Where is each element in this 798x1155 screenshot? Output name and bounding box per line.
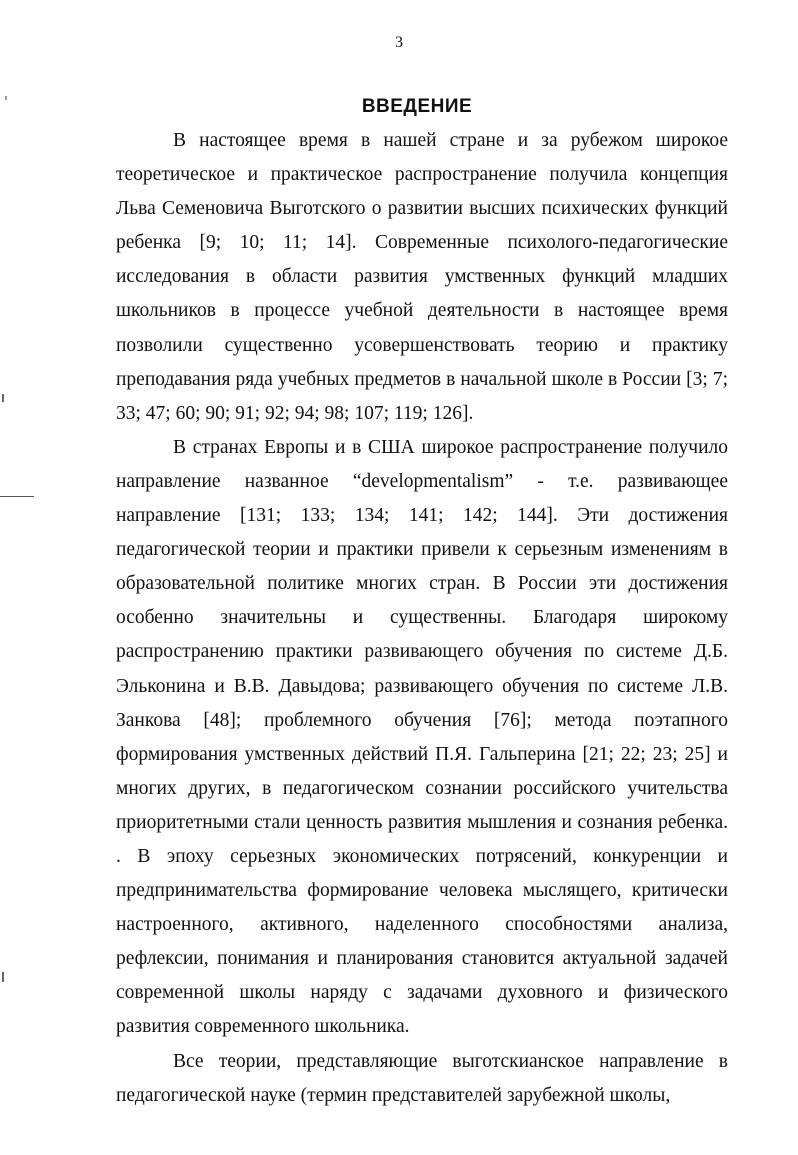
paragraph-2: В странах Европы и в США широкое распространение получило направление названное “developmentalism” - т.е. развивающее направление [131; 133; 134; 141; 142; 144]. Эти достижения педагогической теории и практики привели к серьезным изменениям в образовательной политике многих стран. В России эти достижения особенно значительны и существенны. Благодаря широкому распространению практики развивающего обучения по системе Д.Б. Эльконина и В.В. Давыдова; развивающего обучения по системе Л.В. Занкова [48]; проблемного обучения [76]; метода поэтапного формирования умственных действий П.Я. Гальперина [21; 22; 23; 25] и многих других, в педагогическом сознании российского учительства приоритетными стали ценность развития мышления и сознания ребенка. . В эпоху серьезных экономических потрясений, конкуренции и предпринимательства формирование человека мыслящего, критически настроенного, активного, наделенного способностями анализа, рефлексии, понимания и планирования становится актуальной задачей современной школы наряду с задачами духовного и физического развития современного школьника. <box>116 436 728 1038</box>
page-number: 3 <box>395 34 403 51</box>
scan-edge-mark <box>2 394 4 402</box>
body-text <box>116 124 728 1113</box>
margin-dash-mark <box>0 496 34 497</box>
scan-edge-mark <box>5 96 7 100</box>
scan-edge-mark <box>2 972 4 982</box>
section-heading: ВВЕДЕНИЕ <box>361 96 473 117</box>
paragraph-1: В настоящее время в нашей стране и за рубежом широкое теоретическое и практическое распространение получила концепция Льва Семеновича Выготского о развитии высших психических функций ребенка [9; 10; 11; 14]. Современные психолого-педагогические исследования в области развития умственных функций младших школьников в процессе учебной деятельности в настоящее время позволили существенно усовершенствовать теорию и практику преподавания ряда учебных предметов в начальной школе в России [3; 7; 33; 47; 60; 90; 91; 92; 94; 98; 107; 119; 126]. <box>116 130 728 424</box>
paragraph-3: Все теории, представляющие выготскианское направление в педагогической науке (термин представителей зарубежной школы, <box>116 1050 728 1106</box>
